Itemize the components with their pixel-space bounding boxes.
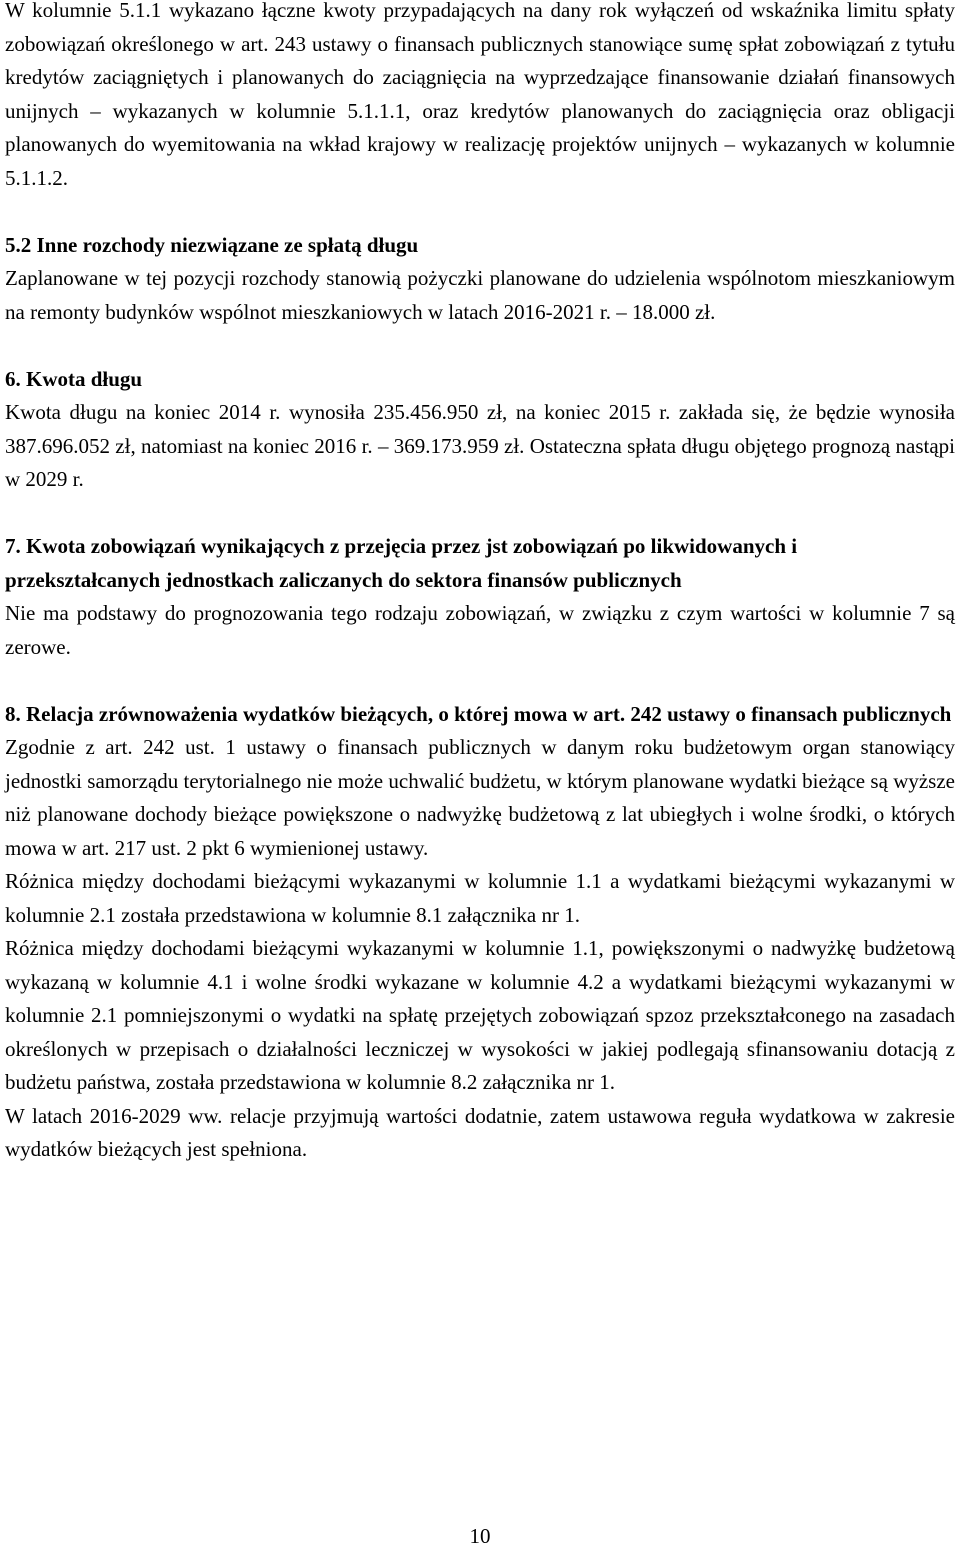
spacer (5, 664, 955, 698)
page-number: 10 (469, 1524, 491, 1548)
spacer (5, 497, 955, 531)
section-8-heading: 8. Relacja zrównoważenia wydatków bieżących, o której mowa w art. 242 ustawy o finansach publicznych (5, 701, 952, 726)
section-8-paragraph-4: W latach 2016-2029 ww. relacje przyjmują wartości dodatnie, zatem ustawowa reguła wydatkowa w zakresie wydatków bieżących jest spełniona. (5, 1103, 955, 1161)
spacer (5, 329, 955, 363)
section-6-heading: 6. Kwota długu (5, 366, 143, 391)
section-5-2-heading: 5.2 Inne rozchody niezwiązane ze spłatą długu (5, 232, 419, 257)
spacer (5, 195, 955, 229)
section-6-paragraph: Kwota długu na koniec 2014 r. wynosiła 235.456.950 zł, na koniec 2015 r. zakłada się, że będzie wynosiła 387.696.052 zł, natomiast na koniec 2016 r. – 369.173.959 zł. Ostateczna spłata długu objętego prognozą nastąpi w 2029 r. (5, 400, 955, 491)
section-7-paragraph: Nie ma podstawy do prognozowania tego rodzaju zobowiązań, w związku z czym wartości w kolumnie 7 są zerowe. (5, 601, 955, 659)
section-5-2-paragraph: Zaplanowane w tej pozycji rozchody stanowią pożyczki planowane do udzielenia wspólnotom mieszkaniowym na remonty budynków wspólnot mieszkaniowych w latach 2016-2021 r. – 18.000 zł. (5, 266, 955, 324)
section-7-heading: 7. Kwota zobowiązań wynikających z przejęcia przez jst zobowiązań po likwidowanych i przekształcanych jednostkach zaliczanych do sektora finansów publicznych (5, 534, 798, 592)
section-8-paragraph-1: Zgodnie z art. 242 ust. 1 ustawy o finansach publicznych w danym roku budżetowym organ stanowiący jednostki samorządu terytorialnego nie może uchwalić budżetu, w którym planowane wydatki bieżące są wyższe niż planowane dochody bieżące powiększone o nadwyżkę budżetową z lat ubiegłych i wolne środki, o których mowa w art. 217 ust. 2 pkt 6 wymienionej ustawy. (5, 735, 955, 860)
section-8-paragraph-3: Różnica między dochodami bieżącymi wykazanymi w kolumnie 1.1, powiększonymi o nadwyżkę budżetową wykazaną w kolumnie 4.1 i wolne środki wykazane w kolumnie 4.2 a wydatkami bieżącymi wykazanymi w kolumnie 2.1 pomniejszonymi o wydatki na spłatę przejętych zobowiązań spzoz przekształconego na zasadach określonych w przepisach o działalności leczniczej w wysokości w jakiej podlegają sfinansowaniu dotacją z budżetu państwa, została przedstawiona w kolumnie 8.2 załącznika nr 1. (5, 936, 955, 1094)
document-page (5, 0, 955, 1167)
section-5-1-paragraph: W kolumnie 5.1.1 wykazano łączne kwoty przypadających na dany rok wyłączeń od wskaźnika limitu spłaty zobowiązań określonego w art. 243 ustawy o finansach publicznych stanowiące sumę spłat zobowiązań z tytułu kredytów zaciągniętych i planowanych do zaciągnięcia na wyprzedzające finansowanie działań finansowych unijnych – wykazanych w kolumnie 5.1.1.1, oraz kredytów planowanych do zaciągnięcia oraz obligacji planowanych do wyemitowania na wkład krajowy w realizację projektów unijnych – wykazanych w kolumnie 5.1.1.2. (5, 0, 955, 190)
section-8-paragraph-2: Różnica między dochodami bieżącymi wykazanymi w kolumnie 1.1 a wydatkami bieżącymi wykazanymi w kolumnie 2.1 została przedstawiona w kolumnie 8.1 załącznika nr 1. (5, 869, 955, 927)
